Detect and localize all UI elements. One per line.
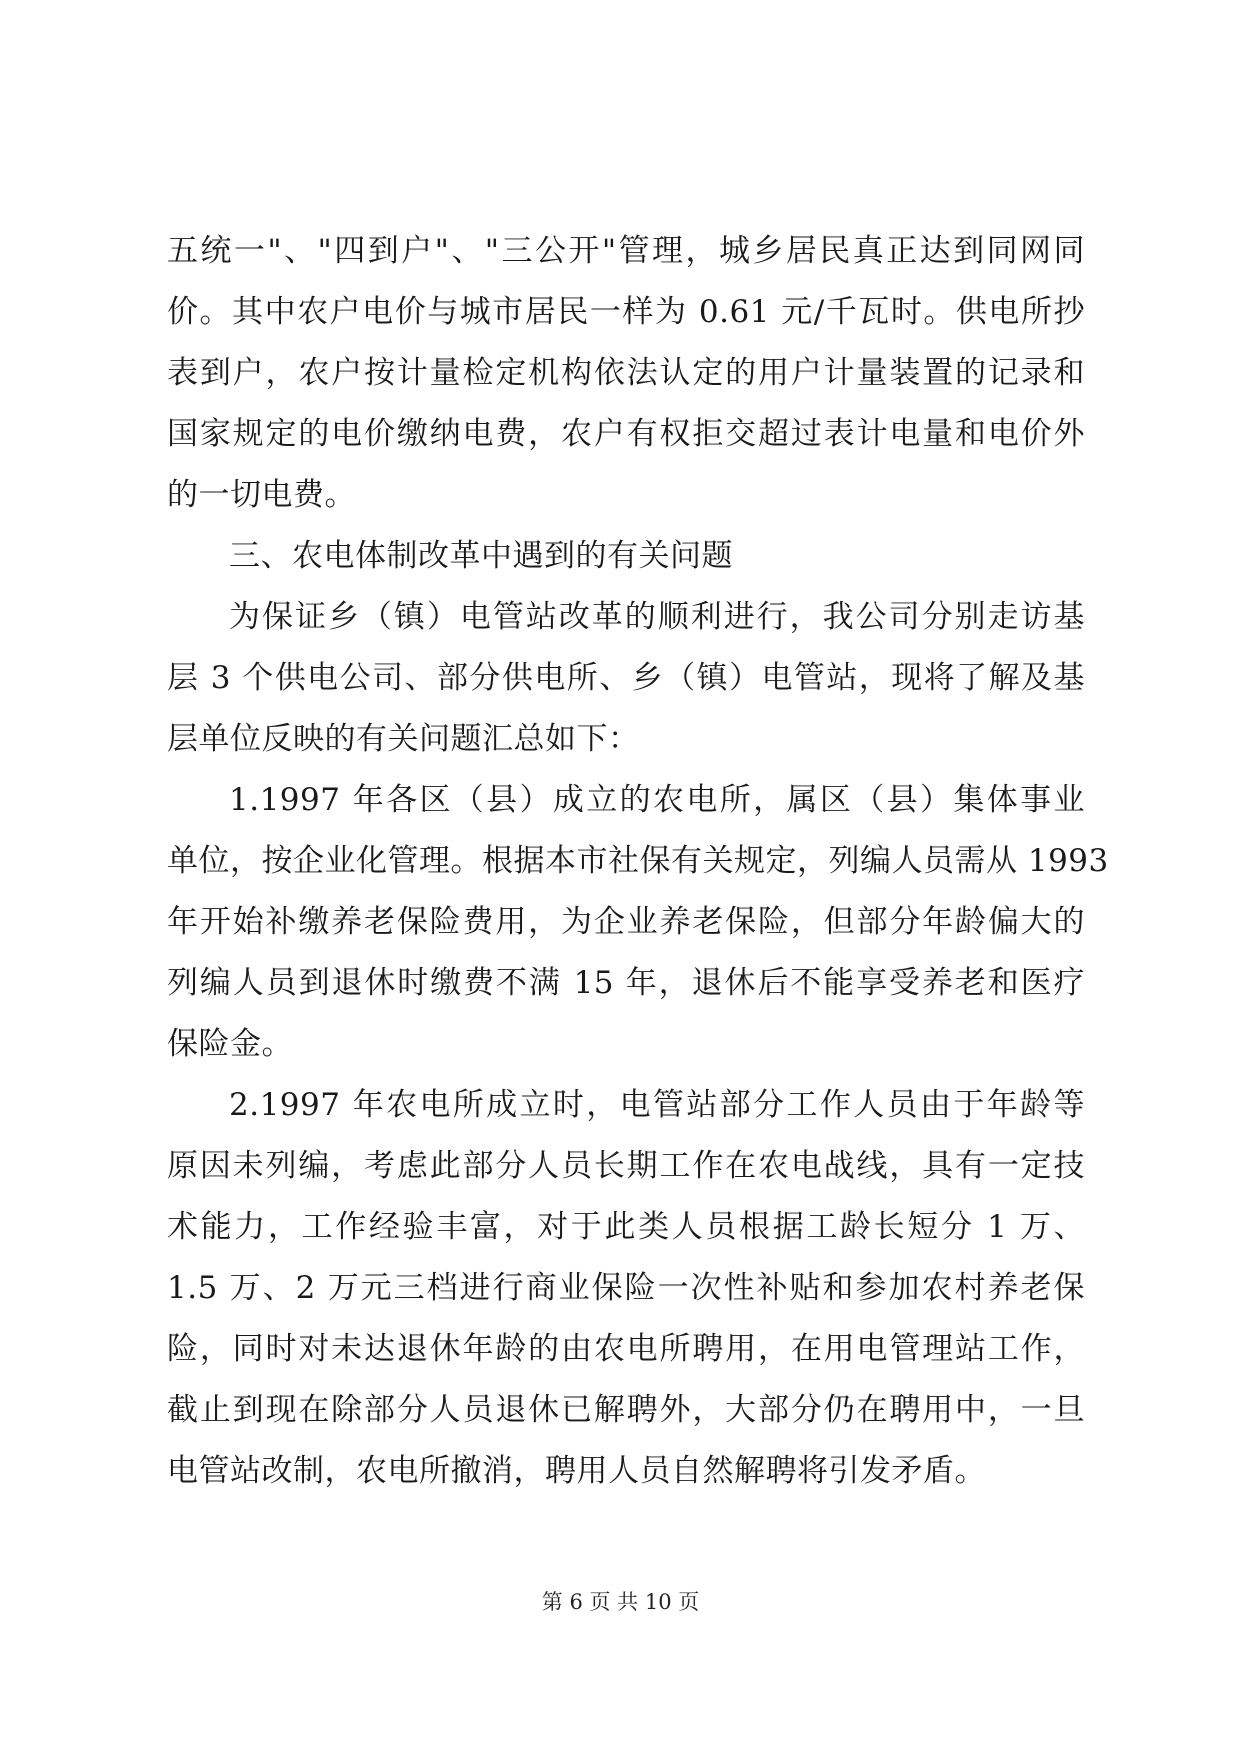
document-body [167,221,1109,1502]
text-line: 1.5 万、2 万元三档进行商业保险一次性补贴和参加农村养老保 [167,1270,1085,1306]
text-line: 截止到现在除部分人员退休已解聘外，大部分仍在聘用中，一旦 [167,1392,1085,1428]
text-line: 保险金。 [167,1026,293,1062]
text-line: 电管站改制，农电所撤消，聘用人员自然解聘将引发矛盾。 [167,1453,986,1489]
text-line: 2.1997 年农电所成立时，电管站部分工作人员由于年龄等 [229,1087,1085,1123]
text-line: 1.1997 年各区（县）成立的农电所，属区（县）集体事业 [229,782,1085,818]
text-line: 列编人员到退休时缴费不满 15 年，退休后不能享受养老和医疗 [167,965,1085,1001]
text-line: 年开始补缴养老保险费用，为企业养老保险，但部分年龄偏大的 [167,904,1085,940]
text-line: 层 3 个供电公司、部分供电所、乡（镇）电管站，现将了解及基 [167,660,1085,696]
page-number-footer: 第 6 页 共 10 页 [541,1590,700,1614]
text-line: 单位，按企业化管理。根据本市社保有关规定，列编人员需从 1993 [167,843,1109,879]
section-heading: 三、农电体制改革中遇到的有关问题 [229,538,733,574]
text-line: 价。其中农户电价与城市居民一样为 0.61 元/千瓦时。供电所抄 [167,294,1085,330]
text-line: 原因未列编，考虑此部分人员长期工作在农电战线，具有一定技 [167,1148,1085,1184]
text-line: 为保证乡（镇）电管站改革的顺利进行，我公司分别走访基 [229,599,1085,635]
text-line: 的一切电费。 [167,477,356,513]
text-line: 国家规定的电价缴纳电费，农户有权拒交超过表计电量和电价外 [167,416,1085,452]
text-line: 险，同时对未达退休年龄的由农电所聘用，在用电管理站工作， [167,1331,1085,1367]
text-line: 表到户，农户按计量检定机构依法认定的用户计量装置的记录和 [167,355,1085,391]
text-line: 术能力，工作经验丰富，对于此类人员根据工龄长短分 1 万、 [167,1209,1085,1245]
text-line: 层单位反映的有关问题汇总如下： [167,721,640,757]
text-line: 五统一"、"四到户"、"三公开"管理，城乡居民真正达到同网同 [167,233,1085,269]
